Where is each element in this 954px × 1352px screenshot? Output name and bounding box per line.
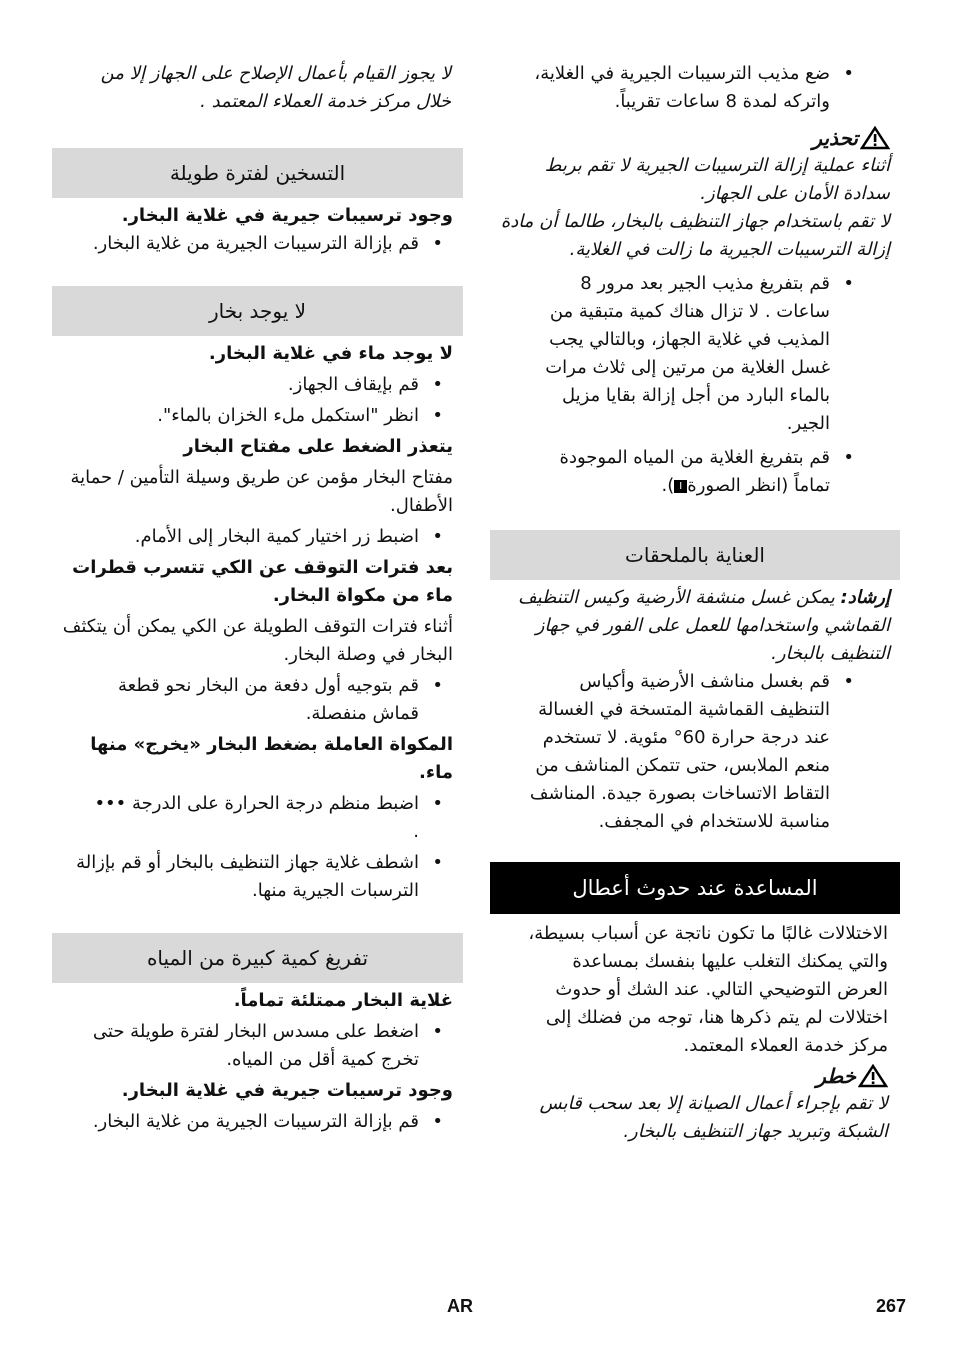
danger-text: لا تقم بإجراء أعمال الصيانة إلا بعد سحب قابس الشبكة وتبريد جهاز التنظيف بالبخار.	[539, 1093, 888, 1142]
cause-heading: يتعذر الضغط على مفتاح البخار	[183, 436, 453, 457]
cause-heading: وجود ترسيبات جيرية في غلاية البخار.	[121, 205, 453, 226]
warning-label: تحذير	[812, 126, 858, 150]
list-item: • اضبط زر اختيار كمية البخار إلى الأمام.	[58, 523, 453, 551]
section-heading-water: تفريغ كمية كبيرة من المياه	[52, 933, 463, 983]
cause-heading: وجود ترسيبات جيرية في غلاية البخار.	[121, 1080, 453, 1101]
cause-heading: لا يوجد ماء في غلاية البخار.	[208, 343, 453, 364]
body-text: أثناء فترات التوقف الطويلة عن الكي يمكن أن يتكثف البخار في وصلة البخار.	[62, 616, 453, 665]
list-item: • قم بتوجيه أول دفعة من البخار نحو قطعة قماش منفصلة.	[88, 672, 453, 728]
page-number: 267	[876, 1296, 907, 1316]
cause-heading: غلاية البخار ممتلئة تماماً.	[233, 990, 453, 1011]
list-item: • قم بغسل مناشف الأرضية وأكياس التنظيف القماشية المتسخة في الغسالة عند درجة حرارة 60° مئوية. لا تستخدم منعم الملابس، حتى تتمكن المناشف من التقاط الاتساخات بصورة جيدة. المناشف مناسبة للاستخدام في المجفف.	[526, 668, 864, 836]
warning-heading	[496, 124, 890, 152]
section-heading-no-steam: لا يوجد بخار	[52, 286, 463, 336]
danger-label: خطر	[816, 1064, 856, 1088]
cause-heading: بعد فترات التوقف عن الكي تتسرب قطرات ماء من مكواة البخار.	[72, 557, 453, 606]
section-heading-accessories: العناية بالملحقات	[490, 530, 900, 580]
warning-icon	[860, 126, 890, 150]
cause-heading: المكواة العاملة بضغط البخار «يخرج» منها ماء.	[90, 734, 453, 783]
figure-ref-icon: I	[674, 480, 687, 493]
list-item: • قم بإزالة الترسيبات الجيرية من غلاية البخار.	[88, 230, 453, 258]
danger-heading	[516, 1062, 888, 1090]
list-item: • اضبط منظم درجة الحرارة على الدرجة ••• .	[88, 790, 453, 846]
section-heading-heating: التسخين لفترة طويلة	[52, 148, 463, 198]
left-column	[52, 60, 463, 1136]
list-item: • قم بإزالة الترسيبات الجيرية من غلاية البخار.	[88, 1108, 453, 1136]
language-code: AR	[447, 1296, 473, 1316]
warning-text: لا تقم باستخدام جهاز التنظيف بالبخار، طالما أن مادة إزالة الترسيبات الجيرية ما زالت في الغلاية.	[500, 211, 890, 260]
intro-text: لا يجوز القيام بأعمال الإصلاح على الجهاز إلا من خلال مركز خدمة العملاء المعتمد .	[100, 63, 451, 112]
list-item: • ضع مذيب الترسيبات الجيرية في الغلاية، واتركه لمدة 8 ساعات تقريباً.	[526, 60, 864, 116]
right-column	[490, 60, 900, 1146]
list-item: • قم بتفريغ الغلاية من المياه الموجودة تماماً (انظر الصورةI).	[526, 444, 864, 500]
list-item: • اضغط على مسدس البخار لفترة طويلة حتى تخرج كمية أقل من المياه.	[58, 1018, 453, 1074]
list-item: • اشطف غلاية جهاز التنظيف بالبخار أو قم بإزالة الترسبات الجيرية منها.	[58, 849, 453, 905]
warning-text: أثناء عملية إزالة الترسيبات الجيرية لا تقم بربط سدادة الأمان على الجهاز.	[544, 155, 890, 204]
section-heading-help: المساعدة عند حدوث أعطال	[490, 862, 900, 914]
list-item: • قم بتفريغ مذيب الجير بعد مرور 8 ساعات . لا تزال هناك كمية متبقية من المذيب في غلاية الجهاز، وبالتالي يجب غسل الغلاية من مرتين إلى ثلاث مرات بالماء البارد من أجل إزالة بقايا مزيل الجير.	[526, 270, 864, 438]
body-text: مفتاح البخار مؤمن عن طريق وسيلة التأمين / حماية الأطفال.	[70, 467, 453, 516]
help-text: الاختلالات غالبًا ما تكون ناتجة عن أسباب بسيطة، والتي يمكنك التغلب عليها بنفسك بمساعدة العرض التوضيحي التالي. عند الشك أو حدوث اختلالات لم يتم ذكرها هنا، توجه من فضلك إلى مركز خدمة العملاء المعتمد.	[528, 923, 888, 1056]
list-item: • انظر "استكمل ملء الخزان بالماء".	[58, 402, 453, 430]
list-item: • قم بإيقاف الجهاز.	[58, 371, 453, 399]
hint-text: إرشاد: يمكن غسل منشفة الأرضية وكيس التنظيف القماشي واستخدامها للعمل على الفور في جهاز التنظيف بالبخار.	[517, 587, 890, 664]
warning-icon	[858, 1064, 888, 1088]
